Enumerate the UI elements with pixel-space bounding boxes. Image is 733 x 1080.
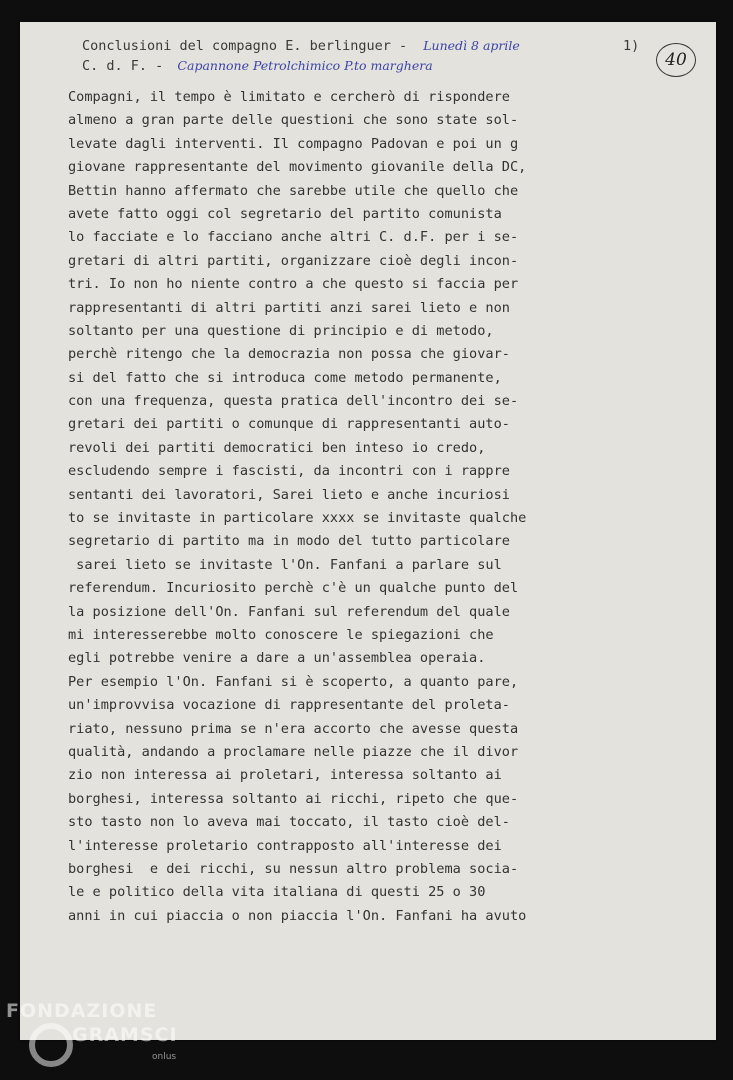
body-line: sentanti dei lavoratori, Sarei lieto e anche incuriosi [68, 486, 510, 503]
body-line: anni in cui piaccia o non piaccia l'On. Fanfani ha avuto [68, 907, 527, 924]
body-line: egli potrebbe venire a dare a un'assemblea operaia. [68, 650, 486, 667]
body-line: revoli dei partiti democratici ben inteso io credo, [68, 439, 486, 456]
body-line: sto tasto non lo aveva mai toccato, il tasto cioè del- [68, 814, 510, 831]
body-line: qualità, andando a proclamare nelle piazze che il divor [68, 743, 519, 760]
body-line: soltanto per una questione di principio e di metodo, [68, 322, 494, 339]
body-line: giovane rappresentante del movimento giovanile della DC, [68, 159, 527, 176]
body-line: referendum. Incuriosito perchè c'è un qualche punto del [68, 580, 519, 597]
body-line: mi interesserebbe molto conoscere le spiegazioni che [68, 626, 494, 643]
body-line: almeno a gran parte delle questioni che sono state sol- [68, 112, 519, 129]
typed-title: Conclusioni del compagno E. berlinguer - [82, 38, 408, 54]
body-line: si del fatto che si introduca come metodo permanente, [68, 369, 502, 386]
body-line: levate dagli interventi. Il compagno Padovan e poi un g [68, 135, 519, 152]
body-line: borghesi e dei ricchi, su nessun altro problema socia- [68, 860, 519, 877]
page-number: 1) [623, 38, 640, 54]
body-line: l'interesse proletario contrapposto all'interesse dei [68, 837, 502, 854]
body-line: zio non interessa ai proletari, interessa soltanto ai [68, 767, 502, 784]
body-line: gretari di altri partiti, organizzare cioè degli incon- [68, 252, 519, 269]
body-line: rappresentanti di altri partiti anzi sarei lieto e non [68, 299, 510, 316]
folio-number-circle: 40 [656, 43, 696, 77]
body-line: un'improvvisa vocazione di rappresentante del proleta- [68, 697, 510, 714]
watermark-line3: onlus [152, 1052, 177, 1062]
body-line: escludendo sempre i fascisti, da incontri con i rappre [68, 463, 510, 480]
body-line: segretario di partito ma in modo del tutto particolare [68, 533, 510, 550]
body-line: Per esempio l'On. Fanfani si è scoperto, a quanto pare, [68, 673, 519, 690]
body-line: Compagni, il tempo è limitato e cercherò di rispondere [68, 89, 510, 105]
body-line: sarei lieto se invitaste l'On. Fanfani a parlare sul [68, 556, 502, 573]
watermark-logo-icon [28, 1022, 74, 1068]
body-line: tri. Io non ho niente contro a che questo si faccia per [68, 276, 519, 293]
body-line: gretari dei partiti o comunque di rappresentanti auto- [68, 416, 510, 433]
body-line: riato, nessuno prima se n'era accorto che avesse questa [68, 720, 519, 737]
typed-body-text [68, 86, 526, 928]
header-title-line [82, 38, 520, 54]
handwritten-place: Capannone Petrolchimico P.to marghera [177, 58, 433, 73]
body-line: le e politico della vita italiana di questi 25 o 30 [68, 884, 486, 901]
body-line: avete fatto oggi col segretario del partito comunista [68, 205, 502, 222]
watermark-line2: GRAMSCI [72, 1024, 178, 1046]
body-line: to se invitaste in particolare xxxx se invitaste qualche [68, 510, 527, 527]
header-place-line [82, 58, 433, 74]
body-line: con una frequenza, questa pratica dell'incontro dei se- [68, 393, 519, 410]
handwritten-date: Lunedì 8 aprile [423, 38, 520, 53]
body-line: borghesi, interessa soltanto ai ricchi, ripeto che que- [68, 790, 519, 807]
body-line: lo facciate e lo facciano anche altri C. d.F. per i se- [68, 229, 519, 246]
watermark-line1: FONDAZIONE [6, 1000, 158, 1022]
body-line: la posizione dell'On. Fanfani sul referendum del quale [68, 603, 510, 620]
body-line: perchè ritengo che la democrazia non possa che giovar- [68, 346, 510, 363]
document-page [20, 22, 716, 1040]
fondazione-gramsci-watermark [6, 1000, 196, 1080]
body-line: Bettin hanno affermato che sarebbe utile che quello che [68, 182, 519, 199]
typed-cdf: C. d. F. - [82, 58, 164, 74]
